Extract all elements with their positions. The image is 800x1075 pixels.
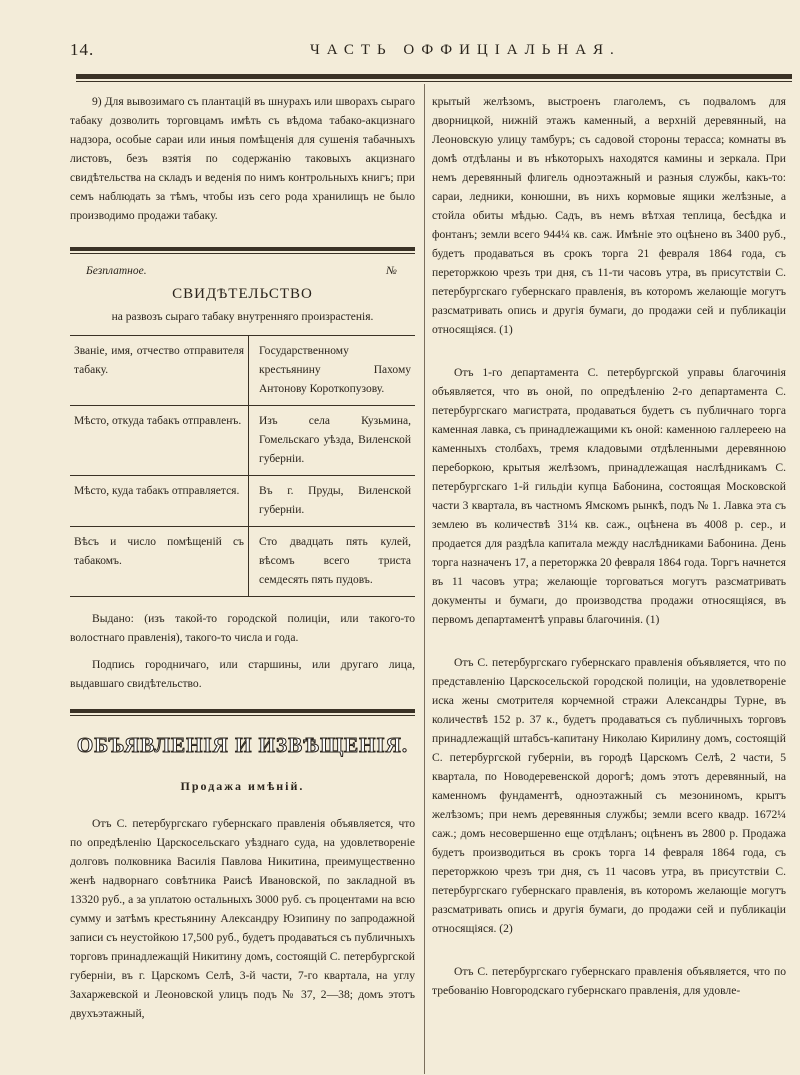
subsection-title: Продажа имѣній. — [180, 779, 305, 793]
signature-text: Подпись городничаго, или старшины, или другаго лица, выдавшаго свидѣтельство. — [70, 658, 415, 690]
row-value: Изъ села Кузьмина, Гомельскаго уѣзда, Виленской губерніи. — [249, 406, 416, 476]
right-column — [432, 92, 786, 1000]
row-value: Въ г. Пруды, Виленской губерніи. — [249, 476, 416, 527]
continued-paragraph: крытый желѣзомъ, выстроенъ глаголемъ, съ подваломъ для дворницкой, нижній этажъ каменный, а верхній деревянный, на Леоновскую улицу тамбуръ; съ садовой стороны терасса; комнаты въ домѣ отдѣланы и въ нѣкоторыхъ находятся камины и зеркала. При немъ деревянный флигель одноэтажный и разныя службы, какъ-то: сараи, ледники, конюшни, въ нихъ кормовые ящики желѣзные, а стойла обиты мѣдью. Садъ, въ немъ вѣтхая теплица, бесѣдка и фонтанъ; земли всего 944¼ кв. саж. Имѣніе это оцѣнено въ 3400 руб., будетъ продаваться въ срокъ торга 21 февраля 1864 года, съ переторжкою чрезъ три дня, съ 11-ти часовъ утра, въ присутствіи С. петербургскаго губернскаго правленія, въ которомъ желающіе могутъ разсматривать опись и другія бумаги, до продажи сей и публикаціи относящіяся. (1) — [432, 95, 786, 336]
table-row — [70, 336, 415, 406]
row-value: Сто двадцать пять кулей, вѣсомъ всего триста семдесять пять пудовъ. — [249, 527, 416, 597]
certificate-title: СВИДѢТЕЛЬСТВО — [172, 286, 313, 302]
number-label: № — [386, 265, 397, 277]
announcement-paragraph: Отъ С. петербургскаго губернскаго правленія объявляется, что по опредѣленію Царскосельскаго уѣзднаго суда, на удовлетвореніе долговъ полковника Василія Павлова Никитина, преимущественно женѣ надворнаго совѣтника Раисѣ Ивановской, по закладной въ 13320 руб., а за уплатою остальныхъ 3000 руб. съ процентами на всю сумму и затѣмъ крестьянину Александру Юзипину по запродажной записи съ неустойкою 17,500 руб., будетъ продаваться съ публичныхъ торговъ принадлежащій Никитину домъ, состоящій С. петербургской губерніи, въ г. Царскомъ Селѣ, 3-й части, 7-го квартала, на углу Захаржевской и Леоновской улицъ подъ № 37, 2—38; домъ этотъ двухъэтажный, — [70, 817, 415, 1020]
row-label: Званіе, имя, отчество отправителя табаку. — [70, 336, 249, 406]
free-label: Безплатное. — [86, 265, 147, 277]
section-title: ОБЪЯВЛЕНІЯ И ИЗВѢЩЕНІЯ. — [76, 733, 409, 757]
certificate-subtitle: на развозъ сыраго табаку внутренняго произрастенія. — [111, 311, 374, 323]
announcement-paragraph: Отъ С. петербургскаго губернскаго правленія объявляется, что по представленію Царскосельской городской полиціи, на удовлетвореніе иска жены смотрителя корчемной стражи Александры Турне, въ количествѣ 152 р. 37 к., будетъ продаваться съ публичныхъ торговъ принадлежащій штабсъ-капитану Николаю Кирилину домъ, состоящій С. петербургской губерніи, въ городѣ Царскомъ Селѣ, 2 части, 5 квартала, по Новодеревенской дорогѣ; домъ этотъ деревянный, на каменномъ фундаментѣ, одноэтажный съ мезониномъ, крытъ желѣзомъ; при немъ деревянныя службы; земли всего квадр. 1672¼ саж.; домъ несовершенно еще отдѣланъ; оцѣненъ въ 2800 р. Продажа будетъ производиться въ срокъ торга 14 февраля 1864 года, съ переторжкою чрезъ три дня, съ 11 часовъ утра, въ присутствіи С. петербургскаго губернскаго правленія, въ которомъ желающіе могутъ разсматривать опись и другія бумаги, до продажи сей и публикаціи относящіяся. (2) — [432, 656, 786, 935]
certificate-header — [70, 262, 415, 281]
header-rule-thin — [76, 81, 792, 82]
left-column — [70, 92, 415, 1023]
row-label: Мѣсто, куда табакъ отправляется. — [70, 476, 249, 527]
row-value: Государственному крестьянину Пахому Антонову Короткопузову. — [249, 336, 416, 406]
certificate-table — [70, 335, 415, 597]
issued-text: Выдано: (изъ такой-то городской полиціи, или такого-то волостнаго правленія), такого-то числа и года. — [70, 612, 415, 644]
announcement-paragraph: Отъ С. петербургскаго губернскаго правленія объявляется, что по требованію Новгородскаго губернскаго правленія, для удовле- — [432, 965, 786, 997]
table-row — [70, 406, 415, 476]
announcement-paragraph: Отъ 1-го департамента С. петербургской управы благочинія объявляется, что въ оной, по опредѣленію 2-го департамента С. петербургскаго магистрата, продаваться будетъ съ публичнаго торга каменная лавка, съ принадлежащими къ оной: каменною галлереею на каменныхъ столбахъ, тремя кладовыми отдѣленными деревянною переборкою, крытыя желѣзомъ, принадлежащая наслѣдникамъ С. петербургскаго 1-й гильдіи купца Бабонина, состоящая Московской части 3 квартала, въ частномъ Ямскомъ рынкѣ, подъ № 1. Лавка эта съ землею въ количествѣ 31¼ кв. саж., оцѣнена въ 4008 р. сер., и продается для раздѣла капитала между наслѣдниками Бабонина. День торга назначенъ 17, а переторжка 20 февраля 1864 года. Торгъ начнется въ 11 часовъ утра; желающіе торговаться могутъ разсматривать документы и бумаги, до производства продажи относящіяся, въ первомъ департаментѣ управы благочинія. (1) — [432, 366, 786, 626]
header-rule — [76, 74, 792, 79]
page-number: 14. — [70, 40, 95, 59]
row-label: Мѣсто, откуда табакъ отправленъ. — [70, 406, 249, 476]
table-row — [70, 476, 415, 527]
row-label: Вѣсъ и число помѣщеній съ табакомъ. — [70, 527, 249, 597]
column-divider — [424, 84, 425, 1074]
page-header — [70, 40, 790, 70]
running-title: ЧАСТЬ ОФФИЦІАЛЬНАЯ. — [310, 42, 621, 58]
table-row — [70, 527, 415, 597]
paragraph-9: 9) Для вывозимаго съ плантацій въ шнурахъ или шворахъ сыраго табаку дозволить торговцамъ имѣть съ вѣдома табако-акцизнаго надзора, особые сараи или иныя помѣщенія для сушенія табачныхъ листовъ, безъ взятія по содержанію таковыхъ акцизнаго свидѣтельства на складъ и веденія по нимъ контрольныхъ книгъ; при семъ наблюдать за тѣмъ, чтобы изъ сего рода хранилищъ не было производимо продажи табаку. — [70, 95, 415, 222]
